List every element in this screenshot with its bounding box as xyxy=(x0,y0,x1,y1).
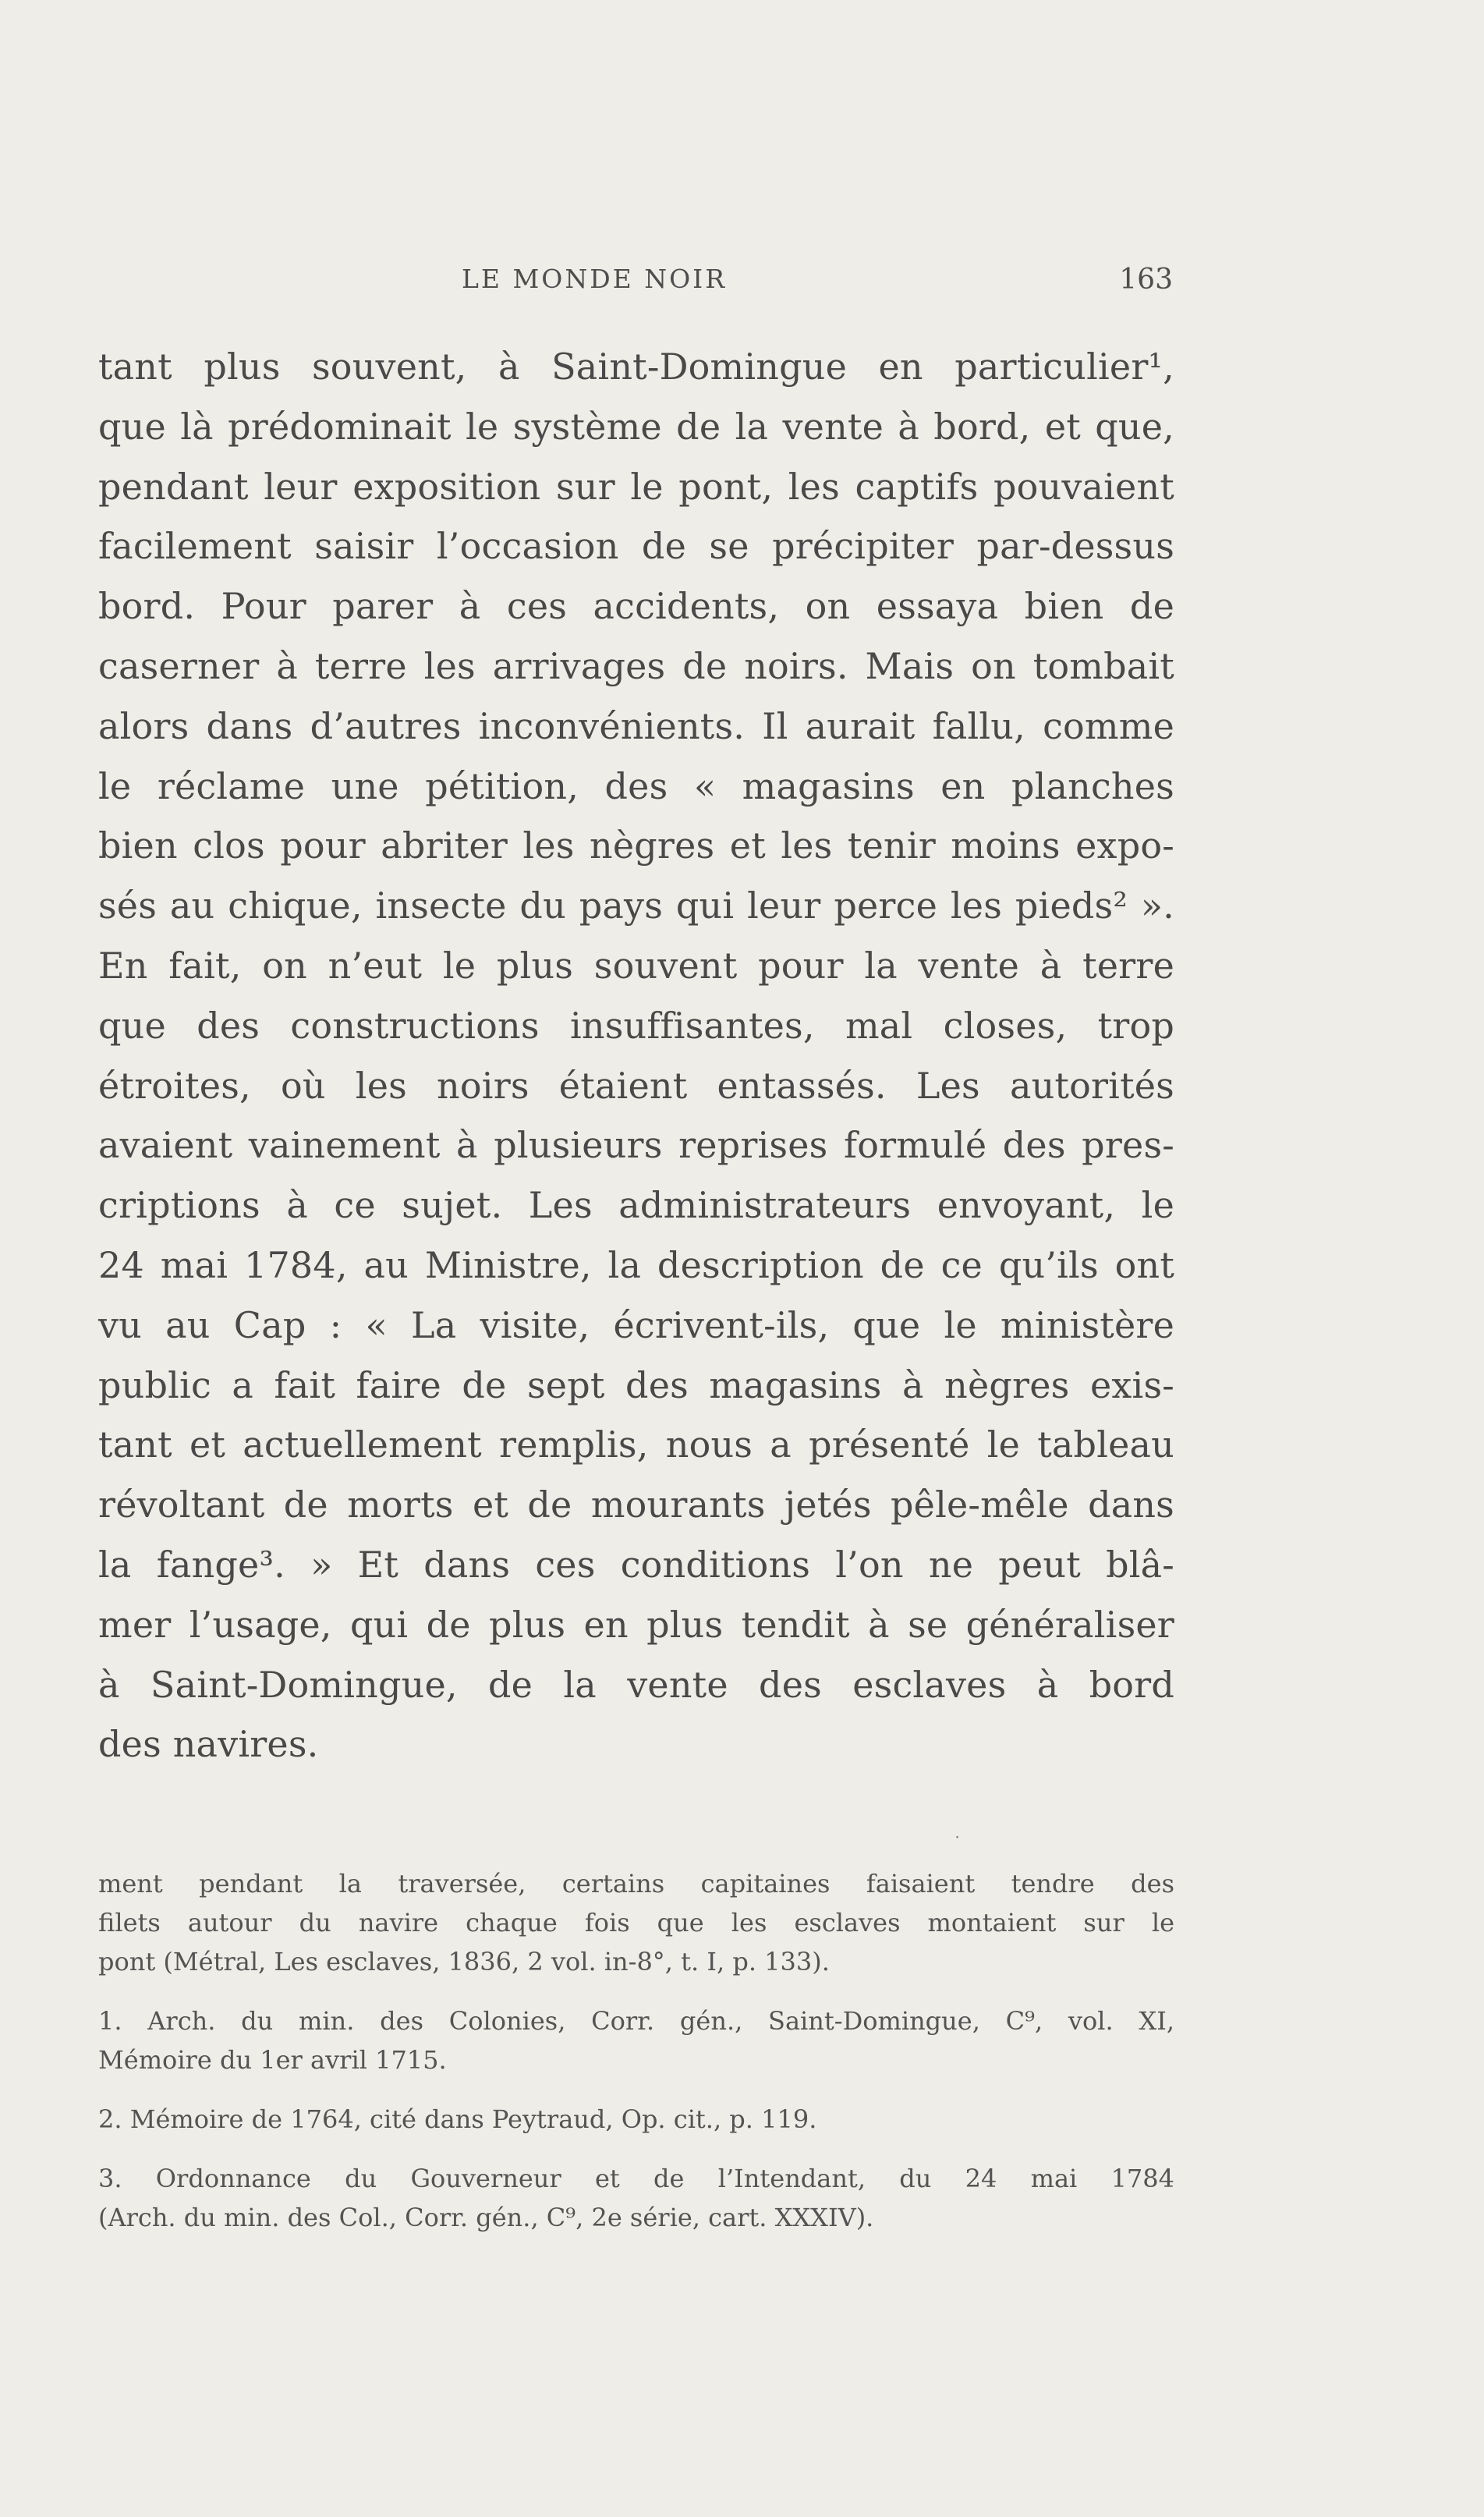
running-head xyxy=(462,264,1173,310)
footnote-line: Mémoire du 1er avril 1715. xyxy=(98,2045,447,2075)
footnote-line: pont (Métral, Les esclaves, 1836, 2 vol. in-8°, t. I, p. 133). xyxy=(98,1947,830,1976)
print-mark: ˙ xyxy=(953,1835,962,1854)
text-line: public a fait faire de sept des magasins à nègres exis- xyxy=(98,1363,1174,1406)
text-line: la fange³. » Et dans ces conditions l’on ne peut blâ- xyxy=(98,1543,1174,1586)
page-number: 163 xyxy=(1119,264,1173,296)
main-text xyxy=(98,337,1174,1774)
footnote-line: ment pendant la traversée, certains capitaines faisaient tendre des xyxy=(98,1869,1174,1898)
footnote-line: 3. Ordonnance du Gouverneur et de l’Intendant, du 24 mai 1784 xyxy=(98,2164,1174,2193)
text-line: caserner à terre les arrivages de noirs. Mais on tombait xyxy=(98,644,1174,687)
footnote-1 xyxy=(98,2001,1174,2079)
text-line: bord. Pour parer à ces accidents, on essaya bien de xyxy=(98,585,1174,628)
footnote-2 xyxy=(98,2100,1174,2139)
text-line: des navires. xyxy=(98,1723,319,1766)
text-line: étroites, où les noirs étaient entassés. Les autorités xyxy=(98,1064,1174,1107)
text-line: criptions à ce sujet. Les administrateurs envoyant, le xyxy=(98,1184,1174,1227)
text-line: que des constructions insuffisantes, mal closes, trop xyxy=(98,1004,1174,1047)
text-line: tant plus souvent, à Saint-Domingue en particulier¹, xyxy=(98,346,1174,388)
text-line: facilement saisir l’occasion de se précipiter par-dessus xyxy=(98,525,1174,568)
text-line: alors dans d’autres inconvénients. Il aurait fallu, comme xyxy=(98,704,1174,747)
text-line: à Saint-Domingue, de la vente des esclaves à bord xyxy=(98,1663,1174,1706)
text-line: révoltant de morts et de mourants jetés pêle-mêle dans xyxy=(98,1484,1174,1526)
footnote-line: 2. Mémoire de 1764, cité dans Peytraud, Op. cit., p. 119. xyxy=(98,2104,817,2134)
text-line: mer l’usage, qui de plus en plus tendit à se généraliser xyxy=(98,1603,1174,1646)
text-line: tant et actuellement remplis, nous a présenté le tableau xyxy=(98,1423,1174,1466)
footnote-3 xyxy=(98,2159,1174,2237)
text-line: avaient vainement à plusieurs reprises formulé des pres- xyxy=(98,1124,1174,1167)
text-line: le réclame une pétition, des « magasins en planches xyxy=(98,764,1174,807)
footnote-line: (Arch. du min. des Col., Corr. gén., C⁹, 2e série, cart. XXXIV). xyxy=(98,2203,874,2232)
footnote-line: filets autour du navire chaque fois que les esclaves montaient sur le xyxy=(98,1908,1174,1937)
text-line: bien clos pour abriter les nègres et les tenir moins expo- xyxy=(98,824,1174,867)
text-line: sés au chique, insecte du pays qui leur perce les pieds² ». xyxy=(98,884,1174,927)
text-line: vu au Cap : « La visite, écrivent-ils, que le ministère xyxy=(98,1303,1174,1346)
running-title: LE MONDE NOIR xyxy=(462,264,728,294)
text-line: pendant leur exposition sur le pont, les captifs pouvaient xyxy=(98,465,1174,508)
footnotes xyxy=(98,1864,1174,2237)
text-line: En fait, on n’eut le plus souvent pour la vente à terre xyxy=(98,944,1174,987)
text-line: 24 mai 1784, au Ministre, la description de ce qu’ils ont xyxy=(98,1243,1174,1286)
footnote-line: 1. Arch. du min. des Colonies, Corr. gén., Saint-Domingue, C⁹, vol. XI, xyxy=(98,2006,1174,2036)
text-line: que là prédominait le système de la vente à bord, et que, xyxy=(98,405,1174,448)
footnote-continuation xyxy=(98,1864,1174,1981)
